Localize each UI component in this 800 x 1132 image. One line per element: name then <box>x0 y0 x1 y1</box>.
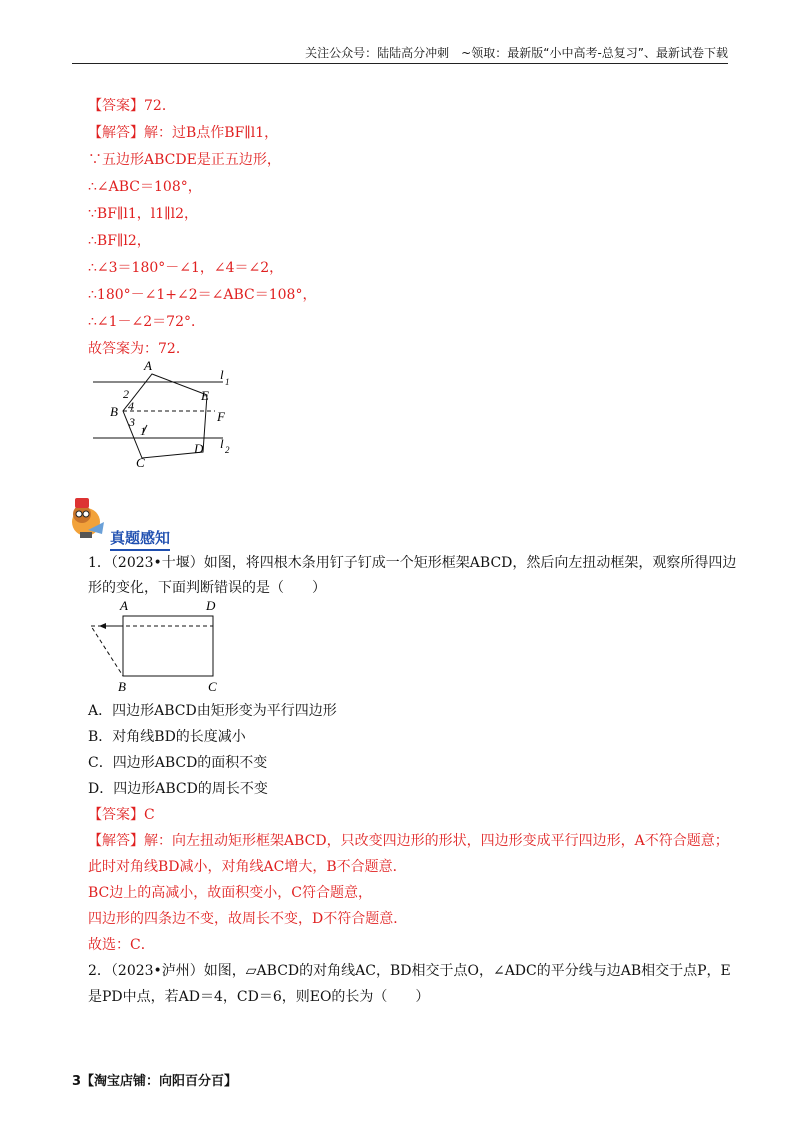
page-footer: 3【淘宝店铺：向阳百分百】 <box>72 1074 238 1089</box>
page-header: 关注公众号：陆陆高分冲刺 ~领取：最新版“小中高考-总复习”、最新试卷下载 <box>72 46 728 64</box>
q1-option-a: A．四边形ABCD由矩形变为平行四边形 <box>88 703 337 719</box>
solution-line-3: ∴∠ABC＝108°， <box>88 179 202 195</box>
pentagon-figure <box>85 360 245 475</box>
label-l1: l <box>220 367 224 382</box>
label-e: E <box>201 388 209 403</box>
label-a: A <box>120 598 128 613</box>
label-d: D <box>206 598 216 613</box>
q1-solution-line-1: 【解答】解：向左扭动矩形框架ABCD，只改变四边形的形状，四边形变成平行四边形，A不符合题意； <box>88 833 729 849</box>
q1-solution-line-3: BC边上的高减小，故面积变小，C符合题意， <box>88 885 372 901</box>
label-b: B <box>110 404 118 419</box>
q1-solution-line-4: 四边形的四条边不变，故周长不变，D不符合题意． <box>88 911 408 927</box>
solution-line-6: ∴∠3＝180°－∠1，∠4＝∠2， <box>88 260 284 276</box>
parallelogram-dashed <box>91 626 213 676</box>
label-l1-sub: 1 <box>225 377 230 387</box>
label-a: A <box>144 360 152 373</box>
q1-stem-line-2: 形的变化，下面判断错误的是（ ） <box>88 580 326 596</box>
angle-label-3: 3 <box>129 415 135 429</box>
angle-label-4: 4 <box>128 399 134 413</box>
q2-stem-line-1: 2．（2023•泸州）如图，▱ABCD的对角线AC，BD相交于点O，∠ADC的平分线与边AB相交于点P，E <box>88 963 731 979</box>
q1-stem-line-1: 1．（2023•十堰）如图，将四根木条用钉子钉成一个矩形框架ABCD，然后向左扭动框架，观察所得四边 <box>88 555 737 571</box>
q1-solution-line-2: 此时对角线BD减小，对角线AC增大，B不合题意． <box>88 859 407 875</box>
rectangle-abcd <box>123 616 213 676</box>
arrow-left-icon <box>99 623 106 629</box>
solution-line-9: 故答案为：72． <box>88 341 190 357</box>
solution-line-4: ∵BF∥l1，l1∥l2， <box>88 206 198 222</box>
solution-line-2: ∵五边形ABCDE是正五边形， <box>88 152 281 168</box>
q1-answer: 【答案】C <box>88 807 155 823</box>
label-c: C <box>208 679 217 694</box>
solution-line-5: ∴BF∥l2， <box>88 233 151 249</box>
rectangle-frame-figure <box>85 596 230 696</box>
label-d: D <box>194 441 204 456</box>
label-f: F <box>217 409 225 424</box>
label-l2-sub: 2 <box>225 445 230 455</box>
q2-stem-line-2: 是PD中点，若AD＝4，CD＝6，则EO的长为（ ） <box>88 989 430 1005</box>
solution-line-8: ∴∠1－∠2＝72°． <box>88 314 205 330</box>
label-l2: l <box>220 436 224 451</box>
section-title: 真题感知 <box>110 527 170 551</box>
q1-option-b: B．对角线BD的长度减小 <box>88 729 246 745</box>
solution-line-7: ∴180°－∠1+∠2＝∠ABC＝108°， <box>88 287 317 303</box>
angle-label-1: 1 <box>140 424 146 438</box>
label-c: C <box>136 455 145 470</box>
q1-solution-line-5: 故选：C． <box>88 937 155 953</box>
angle-label-2: 2 <box>123 387 129 401</box>
solution-line-1: 【解答】解：过B点作BF∥l1， <box>88 125 279 141</box>
mascot-icon <box>66 492 110 540</box>
q1-option-d: D．四边形ABCD的周长不变 <box>88 781 268 797</box>
answer-line: 【答案】72． <box>88 98 176 114</box>
q1-option-c: C．四边形ABCD的面积不变 <box>88 755 268 771</box>
label-b: B <box>118 679 126 694</box>
